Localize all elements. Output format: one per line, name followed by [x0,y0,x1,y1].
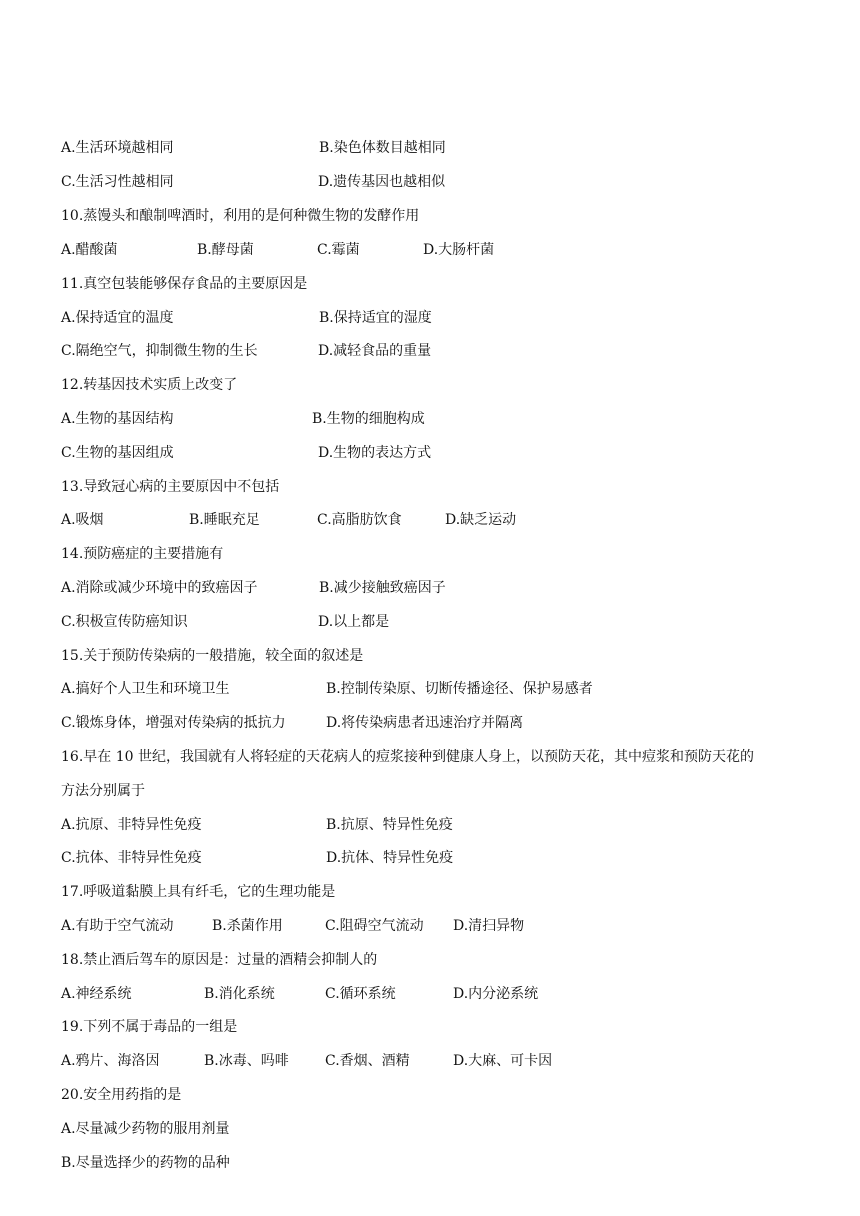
q11-option-c: C.隔绝空气，抑制微生物的生长 [61,343,258,359]
q13-option-a: A.吸烟 [61,512,104,528]
q16-option-c: C.抗体、非特异性免疫 [61,850,202,866]
q10-stem: 10.蒸馒头和酿制啤酒时，利用的是何种微生物的发酵作用 [61,208,420,224]
q17-option-a: A.有助于空气流动 [61,918,174,934]
q16-option-a: A.抗原、非特异性免疫 [61,817,202,833]
q14-option-b: B.减少接触致癌因子 [319,580,446,596]
q18-option-c: C.循环系统 [325,986,396,1002]
q17-option-b: B.杀菌作用 [212,918,283,934]
q10-option-b: B.酵母菌 [197,242,254,258]
q15-option-a: A.搞好个人卫生和环境卫生 [61,681,230,697]
q10-option-c: C.霉菌 [317,242,360,258]
q15-stem: 15.关于预防传染病的一般措施，较全面的叙述是 [61,648,364,664]
q16-option-d: D.抗体、特异性免疫 [326,850,454,866]
q14-option-a: A.消除或减少环境中的致癌因子 [61,580,258,596]
q18-option-b: B.消化系统 [204,986,275,1002]
q13-option-d: D.缺乏运动 [445,512,517,528]
q12-option-b: B.生物的细胞构成 [312,411,425,427]
q12-option-c: C.生物的基因组成 [61,445,174,461]
q13-stem: 13.导致冠心病的主要原因中不包括 [61,479,280,495]
q18-stem: 18.禁止酒后驾车的原因是：过量的酒精会抑制人的 [61,952,378,968]
q18-option-a: A.神经系统 [61,986,132,1002]
q19-option-d: D.大麻、可卡因 [453,1053,553,1069]
q10-option-d: D.大肠杆菌 [423,242,495,258]
q13-option-c: C.高脂肪饮食 [317,512,402,528]
q14-stem: 14.预防癌症的主要措施有 [61,546,224,562]
q17-option-c: C.阻碍空气流动 [325,918,424,934]
q14-option-d: D.以上都是 [318,614,390,630]
q18-option-d: D.内分泌系统 [453,986,539,1002]
q19-option-c: C.香烟、酒精 [325,1053,410,1069]
q11-option-a: A.保持适宜的温度 [61,310,174,326]
q15-option-d: D.将传染病患者迅速治疗并隔离 [326,715,524,731]
q16-stem-line-1: 16.早在 10 世纪，我国就有人将轻症的天花病人的痘浆接种到健康人身上，以预防天花，其中痘浆和预防天花的 [61,749,754,765]
q9-option-c: C.生活习性越相同 [61,174,174,190]
q10-option-a: A.醋酸菌 [61,242,118,258]
q13-option-b: B.睡眠充足 [189,512,260,528]
q12-option-d: D.生物的表达方式 [318,445,432,461]
q12-stem: 12.转基因技术实质上改变了 [61,377,238,393]
q11-option-b: B.保持适宜的湿度 [319,310,432,326]
q11-option-d: D.减轻食品的重量 [318,343,432,359]
q9-option-b: B.染色体数目越相同 [319,140,446,156]
q20-option-b: B.尽量选择少的药物的品种 [61,1155,230,1171]
q11-stem: 11.真空包装能够保存食品的主要原因是 [61,276,308,292]
q15-option-c: C.锻炼身体，增强对传染病的抵抗力 [61,715,286,731]
q15-option-b: B.控制传染原、切断传播途径、保护易感者 [326,681,593,697]
q19-option-b: B.冰毒、吗啡 [204,1053,289,1069]
q14-option-c: C.积极宣传防癌知识 [61,614,188,630]
q20-option-a: A.尽量减少药物的服用剂量 [61,1121,230,1137]
q16-option-b: B.抗原、特异性免疫 [326,817,453,833]
q19-stem: 19.下列不属于毒品的一组是 [61,1019,238,1035]
q17-stem: 17.呼吸道黏膜上具有纤毛，它的生理功能是 [61,884,336,900]
q20-stem: 20.安全用药指的是 [61,1087,182,1103]
q12-option-a: A.生物的基因结构 [61,411,174,427]
q17-option-d: D.清扫异物 [453,918,525,934]
q19-option-a: A.鸦片、海洛因 [61,1053,160,1069]
q16-stem-line-2: 方法分别属于 [61,783,145,799]
q9-option-d: D.遗传基因也越相似 [318,174,446,190]
q9-option-a: A.生活环境越相同 [61,140,174,156]
